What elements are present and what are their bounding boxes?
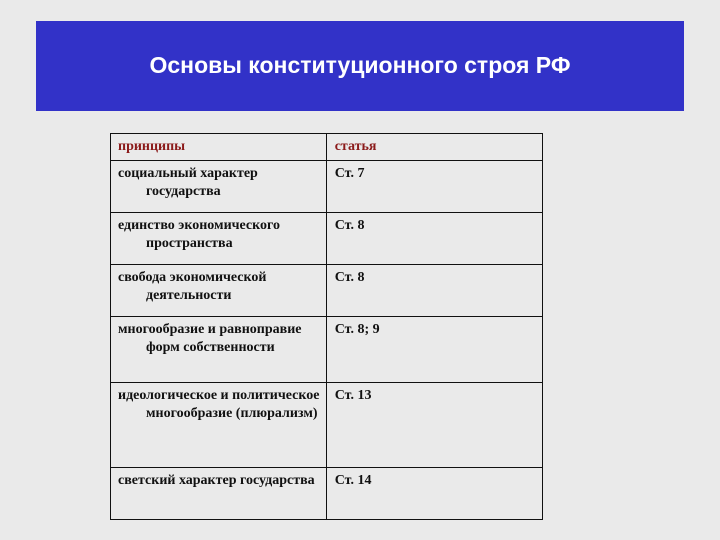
principle-text: светский характер государства <box>118 473 315 488</box>
article-cell: Ст. 7 <box>326 161 542 213</box>
header-article: статья <box>326 134 542 161</box>
table-header-row <box>111 134 543 161</box>
table-row <box>111 468 543 520</box>
principle-cell <box>111 161 327 213</box>
table-row <box>111 317 543 383</box>
article-cell: Ст. 8 <box>326 265 542 317</box>
table-row <box>111 383 543 468</box>
slide-title: Основы конституционного строя РФ <box>149 51 571 78</box>
principle-cell <box>111 383 327 468</box>
article-cell: Ст. 8; 9 <box>326 317 542 383</box>
header-principle: принципы <box>111 134 327 161</box>
principle-text: социальный характер государства <box>118 166 258 199</box>
principle-cell <box>111 213 327 265</box>
article-cell: Ст. 14 <box>326 468 542 520</box>
title-banner <box>36 21 684 111</box>
principle-cell <box>111 265 327 317</box>
table-row <box>111 213 543 265</box>
principle-cell <box>111 317 327 383</box>
principles-table <box>110 133 543 520</box>
principle-text: многообразие и равноправие форм собственности <box>118 322 302 355</box>
principle-text: идеологическое и политическое многообразие (плюрализм) <box>118 388 320 421</box>
article-cell: Ст. 13 <box>326 383 542 468</box>
principle-text: единство экономического пространства <box>118 218 281 251</box>
principle-text: свобода экономической деятельности <box>118 270 267 303</box>
article-cell: Ст. 8 <box>326 213 542 265</box>
table-row <box>111 161 543 213</box>
principle-cell <box>111 468 327 520</box>
table-row <box>111 265 543 317</box>
